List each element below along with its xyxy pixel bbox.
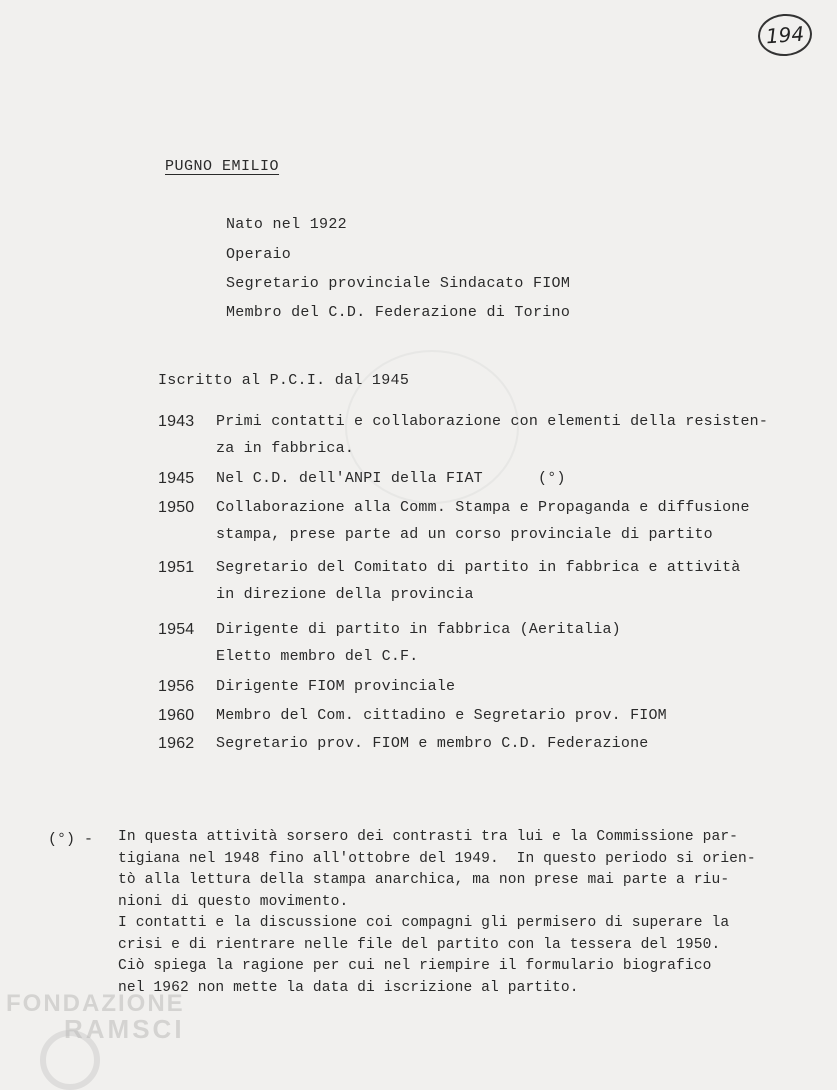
person-name: PUGNO EMILIO	[165, 158, 280, 175]
party-member-since: Iscritto al P.C.I. dal 1945	[158, 372, 410, 389]
timeline-text: Primi contatti e collaborazione con elementi della resisten- za in fabbrica.	[216, 413, 769, 457]
timeline-entry	[158, 673, 806, 701]
watermark-logo-icon	[40, 1030, 100, 1090]
timeline-text: Dirigente di partito in fabbrica (Aeritalia) Eletto membro del C.F.	[216, 621, 621, 665]
timeline-entry	[158, 554, 806, 608]
timeline-year: 1956	[158, 678, 195, 695]
timeline-year: 1954	[158, 621, 195, 638]
timeline-text: Segretario del Comitato di partito in fabbrica e attività in direzione della provincia	[216, 559, 741, 603]
info-role: Segretario provinciale Sindacato FIOM	[226, 275, 571, 292]
footnote-text: In questa attività sorsero dei contrasti tra lui e la Commissione par- tigiana nel 1948 fino all'ottobre del 1949. In questo periodo si orien- tò alla lettura della stampa anarchica, ma non prese mai parte a riu- nioni di questo movimento. I contatti e la discussione coi compagni gli permisero di superare la crisi e di rientrare nelle file del partito con la tessera del 1950. Ciò spiega la ragione per cui nel riempire il formulario biografico nel 1962 non mette la data di iscrizione al partito.	[118, 829, 756, 996]
timeline-text: Nel C.D. dell'ANPI della FIAT (°)	[216, 470, 566, 487]
timeline-entry	[158, 702, 806, 730]
timeline-entry	[158, 730, 806, 758]
timeline-text: Membro del Com. cittadino e Segretario prov. FIOM	[216, 707, 667, 724]
info-membership: Membro del C.D. Federazione di Torino	[226, 304, 571, 321]
timeline-text: Segretario prov. FIOM e membro C.D. Federazione	[216, 735, 649, 752]
timeline-entry	[158, 494, 806, 548]
timeline-year: 1945	[158, 470, 195, 487]
info-birth: Nato nel 1922	[226, 216, 347, 233]
timeline-entry	[158, 616, 806, 670]
timeline-year: 1950	[158, 499, 195, 516]
timeline-year: 1962	[158, 735, 195, 752]
timeline-entry	[158, 408, 806, 462]
timeline-text: Collaborazione alla Comm. Stampa e Propaganda e diffusione stampa, prese parte ad un corso provinciale di partito	[216, 499, 750, 543]
footnote-marker: (°) -	[48, 831, 94, 848]
timeline-year: 1943	[158, 413, 195, 430]
info-occupation: Operaio	[226, 246, 292, 263]
timeline-entry	[158, 465, 806, 493]
timeline-year: 1951	[158, 559, 195, 576]
timeline-text: Dirigente FIOM provinciale	[216, 678, 456, 695]
fondazione-gramsci-watermark: FONDAZIONE RAMSCI	[6, 990, 185, 1044]
page-number: 194	[757, 12, 814, 58]
timeline-year: 1960	[158, 707, 195, 724]
